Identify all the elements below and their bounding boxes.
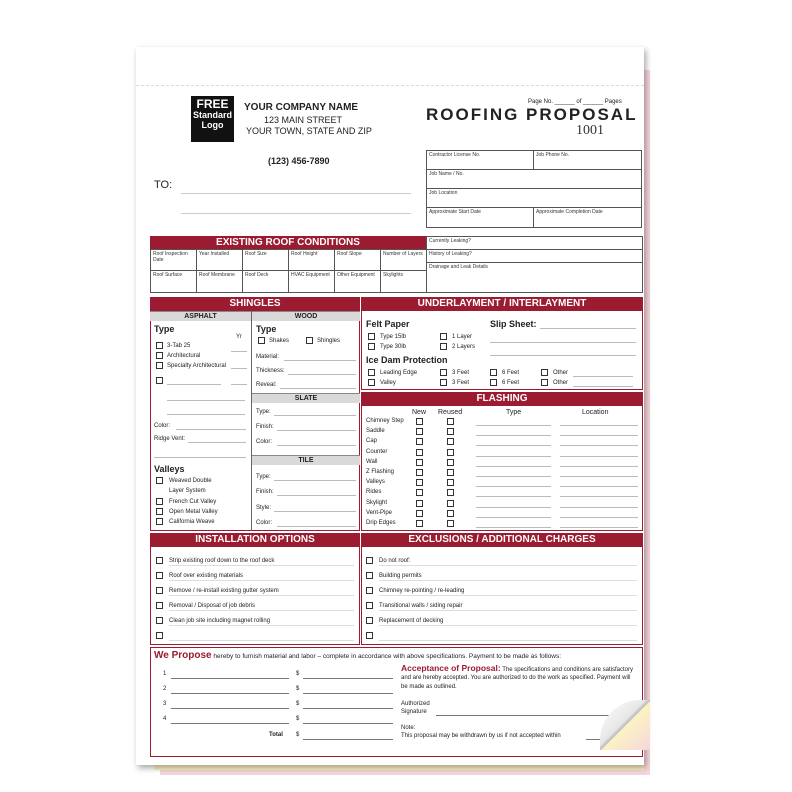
company-city: YOUR TOWN, STATE AND ZIP (246, 126, 372, 136)
flashing-new-checkbox[interactable] (416, 520, 423, 527)
payment-number: 1 (163, 671, 167, 677)
flashing-location-header: Location (582, 409, 609, 416)
tile-color-label: Color: (256, 520, 273, 526)
to-line-2[interactable] (181, 213, 411, 214)
hvac-equipment-field[interactable]: HVAC Equipment (288, 270, 335, 293)
underlayment-header: UNDERLAYMENT / INTERLAYMENT (361, 297, 643, 311)
flashing-new-checkbox[interactable] (416, 469, 423, 476)
flashing-location-line[interactable] (560, 507, 638, 508)
to-label: TO: (154, 179, 173, 191)
installation-option-checkbox[interactable] (156, 557, 163, 564)
flashing-type-line[interactable] (476, 435, 551, 436)
open-metal-checkbox[interactable] (156, 508, 163, 515)
flashing-row-label: Saddle (366, 428, 385, 435)
flashing-new-checkbox[interactable] (416, 500, 423, 507)
installation-option-checkbox[interactable] (156, 632, 163, 639)
payment-dollar: $ (296, 701, 300, 707)
wood-type-label: Type (256, 324, 277, 334)
wood-header: WOOD (252, 311, 360, 321)
total-label: Total (269, 732, 283, 738)
signature-label: Signature (401, 709, 427, 715)
payment-amount-line[interactable] (303, 708, 393, 709)
installation-option-checkbox[interactable] (156, 602, 163, 609)
layer-system-label: Layer System (169, 488, 206, 494)
flashing-reused-checkbox[interactable] (447, 500, 454, 507)
installation-option-checkbox[interactable] (156, 572, 163, 579)
completion-date-field[interactable]: Approximate Completion Date (533, 207, 642, 228)
exclusion-label: Chimney re-pointing / re-leading (379, 588, 465, 594)
exclusion-label: Do not roof: (379, 558, 411, 564)
slate-header: SLATE (252, 393, 360, 403)
flashing-row-label: Vent-Pipe (366, 509, 393, 516)
skylights-field[interactable]: Skylights (380, 270, 427, 293)
flashing-type-line[interactable] (476, 527, 551, 528)
flashing-new-checkbox[interactable] (416, 489, 423, 496)
perforation-line (136, 85, 644, 86)
ice-6ft-label-2: 6 Feet (502, 380, 520, 386)
asphalt-extra-line-1[interactable] (167, 400, 245, 401)
roof-slope-field[interactable]: Roof Slope (334, 249, 381, 271)
flashing-row-label: Skylight (366, 499, 388, 506)
payment-description-line[interactable] (171, 708, 289, 709)
flashing-row-label: Wall (366, 458, 378, 465)
flashing-reused-checkbox[interactable] (447, 428, 454, 435)
asphalt-header: ASPHALT (150, 311, 251, 321)
company-street: 123 MAIN STREET (264, 115, 343, 125)
roof-deck-field[interactable]: Roof Deck (242, 270, 289, 293)
valley-checkbox[interactable] (368, 379, 375, 386)
payment-description-line[interactable] (171, 693, 289, 694)
flashing-location-line[interactable] (560, 486, 638, 487)
ice-3ft-label-2: 3 Feet (452, 380, 470, 386)
company-phone: (123) 456-7890 (268, 156, 330, 166)
flashing-type-line[interactable] (476, 466, 551, 467)
tile-finish-label: Finish: (256, 489, 274, 495)
acceptance-block (401, 663, 637, 691)
california-weave-checkbox[interactable] (156, 518, 163, 525)
installation-option-line[interactable] (169, 610, 354, 611)
tile-type-line[interactable] (274, 480, 356, 481)
two-layers-checkbox[interactable] (440, 343, 447, 350)
tile-color-line[interactable] (277, 526, 356, 527)
exclusion-line[interactable] (379, 610, 637, 611)
page-number-text: Page No. ______ of ______ Pages (528, 99, 622, 105)
slip-sheet-label: Slip Sheet: (490, 319, 537, 329)
reveal-label: Reveal: (256, 382, 277, 388)
flashing-reused-checkbox[interactable] (447, 438, 454, 445)
type-30lb-label: Type 30lb (380, 344, 407, 350)
logo (191, 96, 234, 142)
exclusion-line[interactable] (379, 580, 637, 581)
type-30lb-checkbox[interactable] (368, 343, 375, 350)
roof-membrane-field[interactable]: Roof Membrane (196, 270, 243, 293)
ice-other-line-2[interactable] (573, 386, 633, 387)
asphalt-type-label: Type (154, 324, 175, 334)
exclusion-label: Building permits (379, 573, 422, 579)
flashing-row-label: Drip Edges (366, 520, 396, 526)
proposal-form (136, 47, 644, 765)
wood-shingles-label: Shingles (317, 338, 341, 344)
flashing-reused-checkbox[interactable] (447, 469, 454, 476)
installation-option-line[interactable] (169, 640, 354, 641)
exclusion-checkbox[interactable] (366, 557, 373, 564)
ridge-vent-label: Ridge Vent: (154, 436, 186, 442)
currently-leaking-field[interactable]: Currently Leaking? (426, 236, 643, 250)
flashing-row-label: Counter (366, 448, 388, 455)
acceptance-text: The specifications and conditions are satisfactory and are hereby accepted. You are authorized to do the work as specified. Payment will be made as outlined. (401, 667, 633, 690)
tile-type-label: Type: (256, 474, 271, 480)
flashing-row-label: Z Flashing (366, 469, 395, 475)
other-equipment-field[interactable]: Other Equipment (334, 270, 381, 293)
flashing-type-line[interactable] (476, 425, 551, 426)
ridge-extra-line[interactable] (154, 457, 246, 458)
to-line-1[interactable] (181, 193, 411, 194)
slip-sheet-line-1[interactable] (540, 328, 636, 329)
note-text: This proposal may be withdrawn by us if not accepted within (401, 733, 561, 739)
history-leaking-field[interactable]: History of Leaking? (426, 249, 643, 263)
roof-size-field[interactable]: Roof Size (242, 249, 289, 271)
one-layer-label: 1 Layer (452, 334, 473, 340)
flashing-reused-checkbox[interactable] (447, 510, 454, 517)
flashing-reused-header: Reused (438, 409, 463, 416)
flashing-location-line[interactable] (560, 466, 638, 467)
logo-text-standard: Standard (192, 110, 232, 120)
shakes-checkbox[interactable] (258, 337, 265, 344)
exclusion-checkbox[interactable] (366, 602, 373, 609)
payment-number: 2 (163, 686, 167, 692)
payment-description-line[interactable] (171, 678, 289, 679)
installation-option-label: Strip existing roof down to the roof deck (169, 558, 275, 564)
flashing-location-line[interactable] (560, 517, 638, 518)
flashing-new-checkbox[interactable] (416, 418, 423, 425)
existing-roof-header: EXISTING ROOF CONDITIONS (150, 236, 426, 250)
flashing-reused-checkbox[interactable] (447, 418, 454, 425)
type-15lb-label: Type 15lb (380, 334, 407, 340)
exclusion-checkbox[interactable] (366, 617, 373, 624)
exclusions-header: EXCLUSIONS / ADDITIONAL CHARGES (361, 533, 643, 547)
flashing-type-line[interactable] (476, 456, 551, 457)
shingles-divider (251, 311, 252, 531)
payment-dollar: $ (296, 671, 300, 677)
job-location-field[interactable]: Job Location (426, 188, 642, 208)
number-of-layers-field[interactable]: Number of Layers (380, 249, 427, 271)
flashing-type-line[interactable] (476, 496, 551, 497)
installation-option-label: Clean job site including magnet rolling (169, 618, 271, 624)
flashing-location-line[interactable] (560, 476, 638, 477)
weaved-double-label: Weaved Double (169, 478, 212, 484)
payment-amount-line[interactable] (303, 723, 393, 724)
logo-text-free: FREE (196, 97, 229, 111)
flashing-type-line[interactable] (476, 507, 551, 508)
asphalt-extra-line-2[interactable] (167, 414, 245, 415)
proposal-number: 1001 (576, 123, 604, 138)
flashing-new-checkbox[interactable] (416, 428, 423, 435)
california-weave-label: California Weave (169, 519, 215, 525)
flashing-type-line[interactable] (476, 517, 551, 518)
ice-6ft-label-1: 6 Feet (502, 370, 520, 376)
flashing-location-line[interactable] (560, 496, 638, 497)
flashing-new-checkbox[interactable] (416, 449, 423, 456)
tile-style-line[interactable] (274, 511, 356, 512)
yr-line-3[interactable] (231, 384, 247, 385)
slip-sheet-line-3[interactable] (490, 355, 636, 356)
note-label: Note: (401, 725, 416, 731)
installation-option-line[interactable] (169, 580, 354, 581)
installation-option-line[interactable] (169, 565, 354, 566)
flashing-reused-checkbox[interactable] (447, 489, 454, 496)
total-dollar: $ (296, 732, 300, 738)
form-title: ROOFING PROPOSAL (426, 105, 638, 124)
tile-style-label: Style: (256, 505, 272, 511)
slate-type-line[interactable] (274, 415, 356, 416)
valleys-label: Valleys (154, 464, 185, 474)
ice-other-checkbox-2[interactable] (541, 379, 548, 386)
slate-color-label: Color: (256, 439, 273, 445)
specialty-architectural-label: Specialty Architectural (167, 363, 227, 369)
flashing-row-label: Cap (366, 438, 378, 445)
yr-line-2[interactable] (231, 368, 247, 369)
license-field[interactable]: Contractor License No. (426, 150, 534, 170)
company-name: YOUR COMPANY NAME (244, 102, 359, 113)
flashing-location-line[interactable] (560, 435, 638, 436)
type-15lb-checkbox[interactable] (368, 333, 375, 340)
flashing-reused-checkbox[interactable] (447, 520, 454, 527)
payment-description-line[interactable] (171, 723, 289, 724)
asphalt-color-line[interactable] (176, 429, 246, 430)
exclusion-line[interactable] (379, 640, 637, 641)
architectural-label: Architectural (167, 353, 201, 359)
installation-option-label: Removal / Disposal of job debris (169, 603, 256, 609)
exclusion-checkbox[interactable] (366, 587, 373, 594)
payment-dollar: $ (296, 686, 300, 692)
leading-edge-checkbox[interactable] (368, 369, 375, 376)
exclusion-line[interactable] (379, 625, 637, 626)
flashing-location-line[interactable] (560, 527, 638, 528)
roof-height-field[interactable]: Roof Height (288, 249, 335, 271)
exclusion-checkbox[interactable] (366, 632, 373, 639)
french-cut-label: French Cut Valley (169, 499, 217, 505)
valley-label: Valley (380, 380, 396, 386)
material-label: Material: (256, 354, 280, 360)
logo-text-logo: Logo (201, 120, 224, 130)
leading-edge-label: Leading Edge (380, 370, 418, 376)
french-cut-checkbox[interactable] (156, 498, 163, 505)
ice-6ft-checkbox-1[interactable] (490, 369, 497, 376)
flashing-reused-checkbox[interactable] (447, 459, 454, 466)
authorized-label: Authorized (401, 701, 430, 707)
roof-inspection-date-field[interactable]: Roof Inspection Date (150, 249, 197, 271)
flashing-type-line[interactable] (476, 486, 551, 487)
yr-line-1[interactable] (231, 351, 247, 352)
ice-3ft-checkbox-2[interactable] (440, 379, 447, 386)
two-layers-label: 2 Layers (452, 344, 476, 350)
flashing-row-label: Valleys (366, 479, 385, 486)
installation-header: INSTALLATION OPTIONS (150, 533, 360, 547)
ice-3ft-checkbox-1[interactable] (440, 369, 447, 376)
flashing-new-checkbox[interactable] (416, 510, 423, 517)
felt-paper-label: Felt Paper (366, 319, 410, 329)
exclusion-checkbox[interactable] (366, 572, 373, 579)
we-propose-text: hereby to furnish material and labor – complete in accordance with above specifications. Payment to be made as follows: (213, 653, 561, 660)
installation-option-label: Roof over existing materials (169, 573, 244, 579)
flashing-new-checkbox[interactable] (416, 459, 423, 466)
slate-color-line[interactable] (277, 445, 356, 446)
architectural-checkbox[interactable] (156, 352, 163, 359)
year-installed-field[interactable]: Year Installed (196, 249, 243, 271)
flashing-type-header: Type (506, 409, 522, 416)
slate-finish-label: Finish: (256, 424, 274, 430)
thickness-label: Thickness: (256, 368, 285, 374)
propose-line (154, 650, 561, 661)
ice-other-label-1: Other (553, 370, 569, 376)
shakes-label: Shakes (269, 338, 290, 344)
ice-other-label-2: Other (553, 380, 569, 386)
roof-surface-field[interactable]: Roof Surface (150, 270, 197, 293)
installation-option-checkbox[interactable] (156, 617, 163, 624)
flashing-row-label: Rides (366, 489, 382, 496)
payment-number: 4 (163, 716, 167, 722)
wood-shingles-checkbox[interactable] (306, 337, 313, 344)
installation-option-label: Remove / re-install existing gutter system (169, 588, 279, 594)
yr-label: Yr (236, 334, 242, 340)
exclusion-label: Replacement of decking (379, 618, 444, 624)
flashing-type-line[interactable] (476, 476, 551, 477)
flashing-location-line[interactable] (560, 425, 638, 426)
flashing-new-checkbox[interactable] (416, 438, 423, 445)
ice-other-line-1[interactable] (573, 376, 633, 377)
flashing-header: FLASHING (361, 392, 643, 406)
three-tab-label: 3-Tab 25 (167, 343, 191, 349)
asphalt-color-label: Color: (154, 423, 171, 429)
job-name-field[interactable]: Job Name / No. (426, 169, 642, 189)
slate-finish-line[interactable] (277, 430, 356, 431)
flashing-new-header: New (412, 409, 427, 416)
ice-6ft-checkbox-2[interactable] (490, 379, 497, 386)
exclusion-line[interactable] (379, 595, 637, 596)
payment-number: 3 (163, 701, 167, 707)
tile-finish-line[interactable] (277, 495, 356, 496)
tile-header: TILE (252, 455, 360, 465)
reveal-line[interactable] (280, 388, 356, 389)
specialty-architectural-checkbox[interactable] (156, 362, 163, 369)
other-asphalt-line[interactable] (167, 384, 221, 385)
flashing-location-line[interactable] (560, 456, 638, 457)
payment-amount-line[interactable] (303, 678, 393, 679)
payment-amount-line[interactable] (303, 693, 393, 694)
exclusion-line[interactable] (379, 565, 637, 566)
we-propose-label: We Propose (154, 650, 212, 661)
other-asphalt-checkbox[interactable] (156, 377, 163, 384)
acceptance-title: Acceptance of Proposal: (401, 663, 501, 673)
one-layer-checkbox[interactable] (440, 333, 447, 340)
flashing-reused-checkbox[interactable] (447, 479, 454, 486)
flashing-reused-checkbox[interactable] (447, 449, 454, 456)
signature-line[interactable] (436, 715, 636, 716)
weaved-double-checkbox[interactable] (156, 477, 163, 484)
flashing-row-label: Chimney Step (366, 418, 404, 424)
start-date-field[interactable]: Approximate Start Date (426, 207, 534, 228)
flashing-new-checkbox[interactable] (416, 479, 423, 486)
ice-dam-label: Ice Dam Protection (366, 355, 448, 365)
ridge-vent-line[interactable] (188, 442, 246, 443)
drainage-field[interactable]: Drainage and Leak Details (426, 262, 643, 293)
job-phone-field[interactable]: Job Phone No. (533, 150, 642, 170)
installation-option-line[interactable] (169, 595, 354, 596)
thickness-line[interactable] (288, 374, 356, 375)
total-line[interactable] (303, 739, 393, 740)
material-line[interactable] (284, 360, 356, 361)
ice-3ft-label-1: 3 Feet (452, 370, 470, 376)
shingles-header: SHINGLES (150, 297, 360, 311)
exclusion-label: Transitional walls / siding repair (379, 603, 463, 609)
payment-dollar: $ (296, 716, 300, 722)
installation-option-checkbox[interactable] (156, 587, 163, 594)
installation-option-line[interactable] (169, 625, 354, 626)
ice-other-checkbox-1[interactable] (541, 369, 548, 376)
open-metal-label: Open Metal Valley (169, 509, 218, 515)
flashing-type-line[interactable] (476, 445, 551, 446)
slate-type-label: Type: (256, 409, 271, 415)
three-tab-checkbox[interactable] (156, 342, 163, 349)
slip-sheet-line-2[interactable] (490, 342, 636, 343)
flashing-location-line[interactable] (560, 445, 638, 446)
